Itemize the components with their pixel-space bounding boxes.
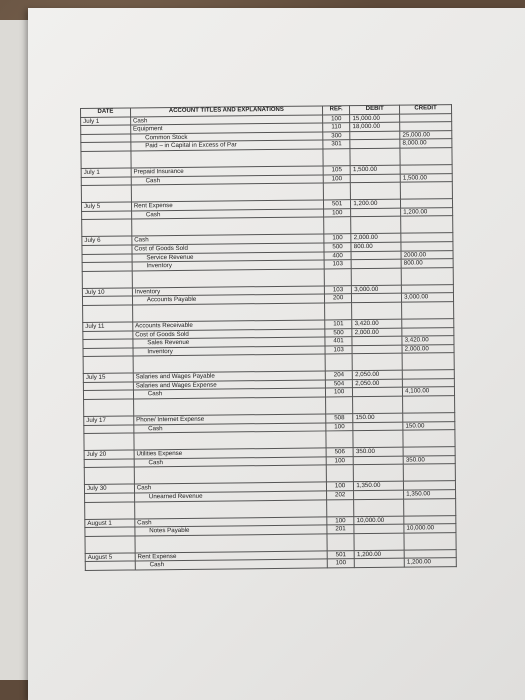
general-journal-table <box>80 104 457 571</box>
credit-amount: 3,420.00 <box>402 336 454 345</box>
ref-number: 401 <box>325 337 353 346</box>
credit-amount: 2,000.00 <box>402 344 454 353</box>
credit-amount: 350.00 <box>403 455 455 464</box>
spacer-cell <box>352 268 402 286</box>
entry-date: July 1 <box>81 168 131 177</box>
spacer-cell <box>84 433 134 451</box>
account-title: Inventory <box>132 260 324 271</box>
ref-number: 400 <box>324 251 352 260</box>
journal-body <box>81 113 457 570</box>
entry-date: July 6 <box>82 236 132 245</box>
header-account: ACCOUNT TITLES AND EXPLANATIONS <box>130 106 322 117</box>
ref-number: 508 <box>326 414 354 423</box>
spacer-cell <box>352 302 402 320</box>
entry-date: August 1 <box>85 519 135 528</box>
credit-amount: 4,100.00 <box>403 387 455 396</box>
ref-number: 100 <box>323 174 351 183</box>
debit-amount: 150.00 <box>353 413 403 422</box>
spacer-cell <box>135 534 327 553</box>
debit-amount: 1,350.00 <box>354 482 404 491</box>
debit-amount <box>355 559 405 568</box>
ref-number: 100 <box>326 456 354 465</box>
account-title: Cash <box>134 457 326 468</box>
spacer-cell <box>400 182 452 200</box>
credit-amount: 150.00 <box>403 421 455 430</box>
debit-amount: 1,200.00 <box>354 550 404 559</box>
credit-amount: 2000.00 <box>401 250 453 259</box>
spacer-cell <box>134 431 326 450</box>
debit-amount: 2,000.00 <box>352 328 402 337</box>
spacer-cell <box>326 465 354 482</box>
spacer-cell <box>131 183 323 202</box>
entry-date: July 30 <box>84 484 134 493</box>
spacer-cell <box>354 499 404 517</box>
entry-date: July 20 <box>84 450 134 459</box>
debit-amount: 1,200.00 <box>351 199 401 208</box>
debit-amount: 2,000.00 <box>351 233 401 242</box>
debit-amount: 15,000.00 <box>350 114 400 123</box>
account-title: Cost of Goods Sold <box>132 243 324 254</box>
account-title: Cash <box>131 175 323 186</box>
ref-number: 101 <box>325 320 353 329</box>
ref-number: 300 <box>323 131 351 140</box>
spacer-cell <box>402 302 454 320</box>
credit-amount: 3,000.00 <box>402 293 454 302</box>
spacer-cell <box>133 397 325 416</box>
spacer-cell <box>325 354 353 371</box>
account-title: Cash <box>134 482 326 493</box>
ref-number: 100 <box>326 482 354 491</box>
spacer-cell <box>324 303 352 320</box>
spacer-cell <box>353 396 403 414</box>
debit-amount: 350.00 <box>353 447 403 456</box>
ref-number: 100 <box>327 559 355 568</box>
credit-amount: 10,000.00 <box>404 524 456 533</box>
spacer-cell <box>403 430 455 448</box>
ref-number: 506 <box>326 448 354 457</box>
ref-number: 103 <box>325 345 353 354</box>
account-title: Notes Payable <box>135 525 327 536</box>
ref-number: 100 <box>323 208 351 217</box>
account-title: Cost of Goods Sold <box>133 328 325 339</box>
spacer-cell <box>404 498 456 516</box>
spacer-cell <box>354 465 404 483</box>
spacer-cell <box>324 217 352 234</box>
ref-number: 100 <box>324 234 352 243</box>
spacer-cell <box>84 467 134 485</box>
account-title: Cash <box>134 423 326 434</box>
entry-date: July 17 <box>84 416 134 425</box>
header-ref: REF. <box>322 106 350 115</box>
spacer-cell <box>401 216 453 234</box>
spacer-cell <box>85 536 135 554</box>
ref-number: 103 <box>324 285 352 294</box>
debit-amount: 2,050.00 <box>353 379 403 388</box>
account-title: Equipment <box>130 123 322 134</box>
ref-number: 500 <box>324 243 352 252</box>
header-debit: DEBIT <box>350 105 400 114</box>
credit-amount: 1,200.00 <box>401 207 453 216</box>
credit-amount: 25,000.00 <box>400 130 452 139</box>
account-title: Cash <box>135 517 327 528</box>
spacer-cell <box>83 356 133 374</box>
ref-number: 204 <box>325 371 353 380</box>
spacer-cell <box>353 430 403 448</box>
spacer-cell <box>82 271 132 289</box>
ref-number: 100 <box>322 114 350 123</box>
spacer-cell <box>323 149 351 166</box>
debit-amount: 3,000.00 <box>352 285 402 294</box>
spacer-cell <box>351 182 401 200</box>
credit-amount: 8,000.00 <box>400 139 452 148</box>
ref-number: 501 <box>327 550 355 559</box>
spacer-cell <box>351 216 401 234</box>
debit-amount: 800.00 <box>351 242 401 251</box>
spacer-cell <box>327 533 355 550</box>
spacer-cell <box>352 353 402 371</box>
credit-amount: 1,200.00 <box>404 558 456 567</box>
entry-date: July 15 <box>83 373 133 382</box>
spacer-cell <box>354 533 404 551</box>
account-title: Cash <box>133 388 325 399</box>
spacer-cell <box>350 148 400 166</box>
debit-amount: 3,420.00 <box>352 319 402 328</box>
spacer-cell <box>83 305 133 323</box>
account-title: Unearned Revenue <box>134 491 326 502</box>
ref-number: 501 <box>323 200 351 209</box>
credit-amount: 1,500.00 <box>400 173 452 182</box>
credit-amount: 800.00 <box>401 259 453 268</box>
ref-number: 100 <box>326 422 354 431</box>
spacer-cell <box>131 149 323 168</box>
ref-number: 202 <box>326 491 354 500</box>
ref-number: 500 <box>325 328 353 337</box>
entry-date: July 1 <box>81 117 131 126</box>
entry-date <box>85 561 135 570</box>
ref-number: 200 <box>324 294 352 303</box>
entry-date: July 11 <box>83 322 133 331</box>
spacer-cell <box>327 499 355 516</box>
credit-amount: 1,350.00 <box>404 490 456 499</box>
spacer-cell <box>81 185 131 203</box>
account-title: Rent Expense <box>131 200 323 211</box>
account-title: Common Stock <box>131 132 323 143</box>
ref-number: 201 <box>327 525 355 534</box>
spacer-cell <box>403 396 455 414</box>
account-title: Cash <box>132 234 324 245</box>
account-title: Salaries and Wages Expense <box>133 380 325 391</box>
account-title: Accounts Payable <box>132 294 324 305</box>
ref-number: 100 <box>325 388 353 397</box>
spacer-cell <box>400 148 452 166</box>
spacer-cell <box>84 399 134 417</box>
spacer-cell <box>404 532 456 550</box>
header-date: DATE <box>81 108 131 117</box>
account-title: Sales Revenue <box>133 337 325 348</box>
account-title: Service Revenue <box>132 251 324 262</box>
header-credit: CREDIT <box>400 105 452 114</box>
ref-number: 105 <box>323 166 351 175</box>
account-title: Utilities Expense <box>134 448 326 459</box>
account-title: Prepaid Insurance <box>131 166 323 177</box>
entry-date: July 10 <box>82 288 132 297</box>
spacer-cell <box>133 354 325 373</box>
debit-amount: 10,000.00 <box>354 516 404 525</box>
debit-amount: 1,500.00 <box>350 165 400 174</box>
account-title: Inventory <box>132 286 324 297</box>
account-title: Cash <box>135 559 327 570</box>
spacer-cell <box>323 183 351 200</box>
spacer-cell <box>326 431 354 448</box>
account-title: Accounts Receivable <box>133 320 325 331</box>
spacer-cell <box>132 269 324 288</box>
spacer-cell <box>401 267 453 285</box>
debit-amount: 2,050.00 <box>353 370 403 379</box>
spacer-cell <box>82 219 132 237</box>
entry-date: July 5 <box>81 202 131 211</box>
account-title: Rent Expense <box>135 551 327 562</box>
account-title: Cash <box>131 209 323 220</box>
entry-date: August 5 <box>85 553 135 562</box>
spacer-cell <box>134 500 326 519</box>
spacer-cell <box>85 502 135 520</box>
spacer-cell <box>131 217 323 236</box>
ref-number: 103 <box>324 260 352 269</box>
spacer-cell <box>81 151 131 169</box>
spacer-cell <box>324 268 352 285</box>
account-title: Cash <box>130 115 322 126</box>
ref-number: 301 <box>323 140 351 149</box>
ref-number: 504 <box>325 380 353 389</box>
spacer-cell <box>402 353 454 371</box>
account-title: Inventory <box>133 346 325 357</box>
ref-number: 100 <box>327 516 355 525</box>
spacer-cell <box>325 397 353 414</box>
account-title: Paid – in Capital in Excess of Par <box>131 140 323 151</box>
spacer-cell <box>403 464 455 482</box>
debit-amount: 18,000.00 <box>350 122 400 131</box>
spacer-cell <box>132 303 324 322</box>
spacer-cell <box>134 465 326 484</box>
ref-number: 110 <box>323 123 351 132</box>
account-title: Phone/ Internet Expense <box>134 414 326 425</box>
account-title: Salaries and Wages Payable <box>133 371 325 382</box>
